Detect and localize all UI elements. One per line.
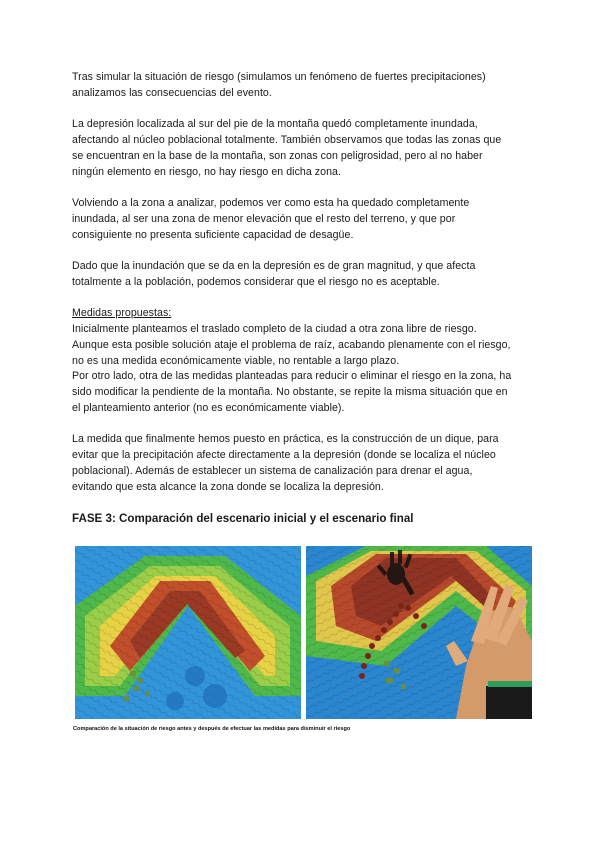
paragraph-zone-analysis <box>72 196 532 243</box>
text-line: Volviendo a la zona a analizar, podemos ver como esta ha quedado completamente <box>72 196 470 209</box>
document-body <box>72 70 532 511</box>
paragraph-measures <box>72 306 532 417</box>
paragraph-depression <box>72 117 532 180</box>
terrain-map-final <box>306 546 532 719</box>
figure-final-scenario <box>306 546 532 719</box>
text-line: Dado que la inundación que se da en la depresión es de gran magnitud, y que afecta <box>72 259 476 272</box>
text-line: no es una medida económicamente viable, no rentable a largo plazo. <box>72 354 400 367</box>
text-line: Inicialmente planteamos el traslado completo de la ciudad a otra zona libre de riesgo. <box>72 322 477 335</box>
text-line: totalmente a la población, podemos considerar que el riesgo no es aceptable. <box>72 275 440 288</box>
section-heading: FASE 3: Comparación del escenario inicial y el escenario final <box>72 512 414 525</box>
text-line: poblacional). Además de establecer un sistema de canalización para drenar el agua, <box>72 464 473 477</box>
text-line: afectando al núcleo poblacional totalmente. También observamos que todas las zonas que <box>72 133 502 146</box>
text-line: consiguiente no presenta suficiente capacidad de desagüe. <box>72 228 354 241</box>
paragraph-risk-conclusion <box>72 259 532 291</box>
terrain-map-initial <box>75 546 301 719</box>
text-line: se encuentran en la base de la montaña, son zonas con peligrosidad, pero al no haber <box>72 149 483 162</box>
text-line: Aunque esta posible solución ataje el problema de raíz, acabando plenamente con el riesgo, <box>72 338 511 351</box>
text-line: ningún elemento en riesgo, no hay riesgo en dicha zona. <box>72 165 341 178</box>
paragraph-final-measure <box>72 432 532 495</box>
text-line: La depresión localizada al sur del pie de la montaña quedó completamente inundada, <box>72 118 478 131</box>
text-line: Por otro lado, otra de las medidas planteadas para reducir o eliminar el riesgo en la zona, ha <box>72 370 512 383</box>
text-line: el planteamiento anterior (no es económicamente viable). <box>72 401 345 414</box>
text-line: analizamos las consecuencias del evento. <box>72 86 272 99</box>
measures-title: Medidas propuestas: <box>72 307 172 320</box>
figure-initial-scenario <box>75 546 301 719</box>
text-line: La medida que finalmente hemos puesto en práctica, es la construcción de un dique, para <box>72 433 499 446</box>
figure-caption: Comparación de la situación de riesgo antes y después de efectuar las medidas para disminuir el riesgo <box>73 726 351 732</box>
text-line: Tras simular la situación de riesgo (simulamos un fenómeno de fuertes precipitaciones) <box>72 71 486 83</box>
paragraph-intro <box>72 70 532 102</box>
text-line: evitando que esta alcance la zona donde se localiza la depresión. <box>72 480 384 493</box>
text-line: inundada, al ser una zona de menor elevación que el resto del terreno, y que por <box>72 212 456 225</box>
text-line: sido modificar la pendiente de la montaña. No obstante, se repite la misma situación que en <box>72 386 508 399</box>
text-line: evitar que la precipitación afecte directamente a la depresión (donde se localiza el núcleo <box>72 449 496 462</box>
